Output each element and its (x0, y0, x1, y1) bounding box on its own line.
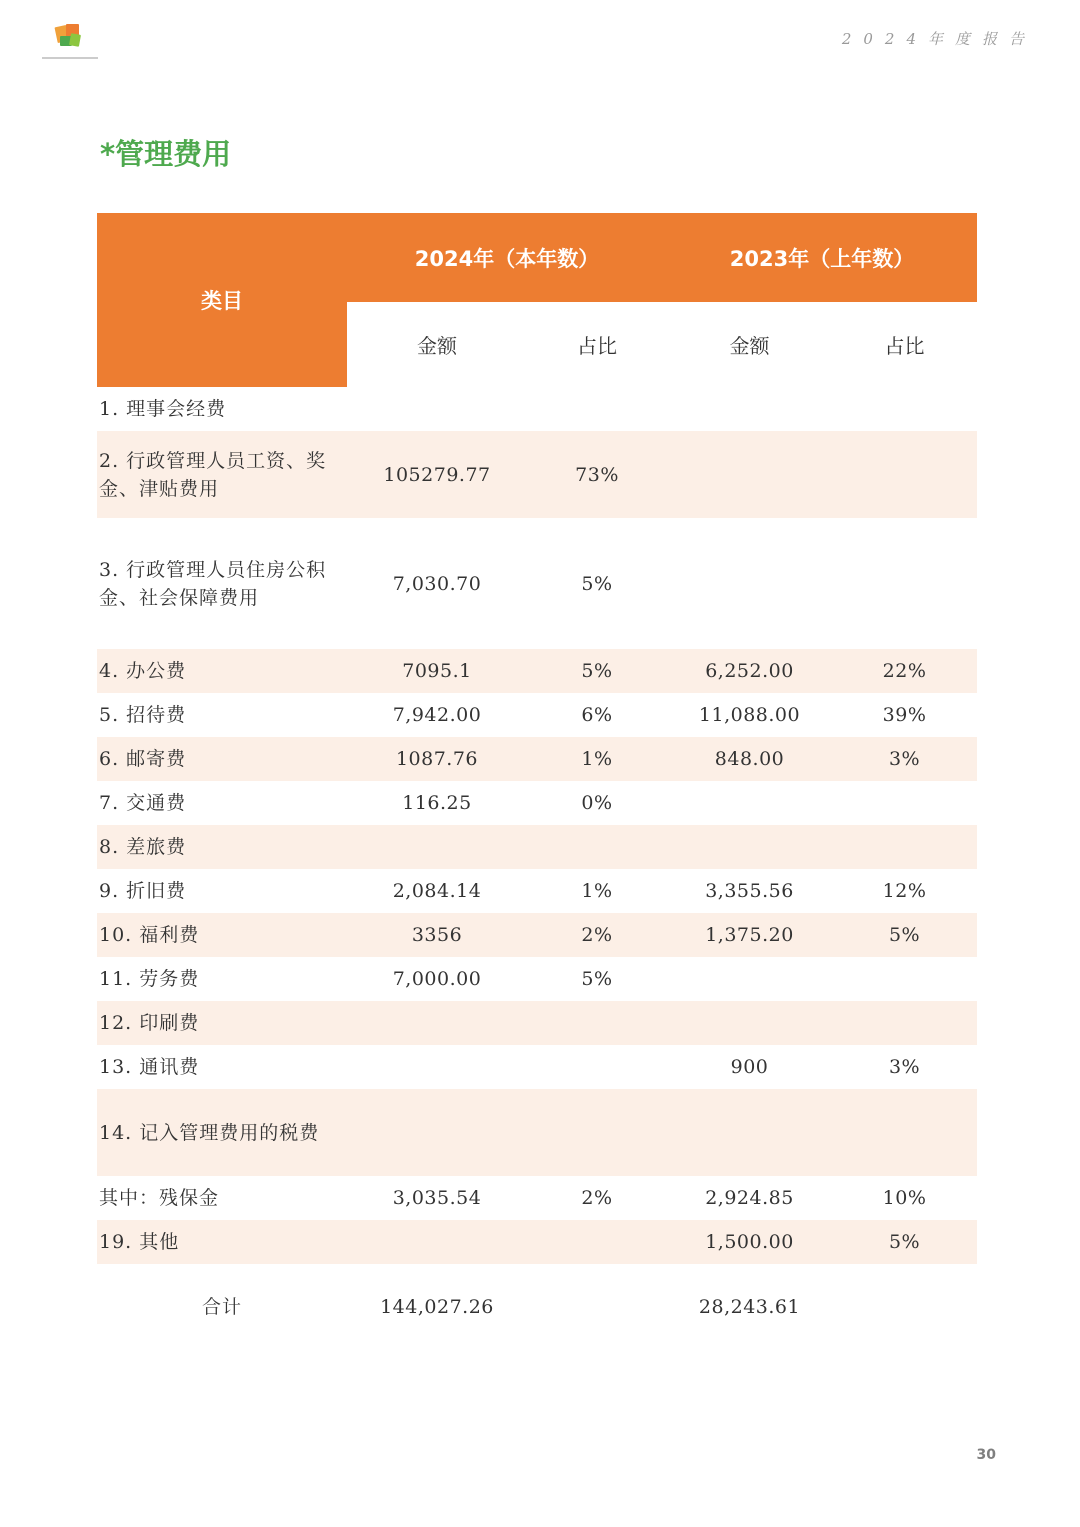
amount-2023: 11,088.00 (698, 704, 801, 726)
total-amount-2024: 144,027.26 (380, 1296, 494, 1318)
ratio-2024 (527, 387, 667, 431)
table-row (97, 1001, 977, 1045)
amount-2023: 1,500.00 (667, 1220, 832, 1264)
table-row (97, 825, 977, 869)
amount-2023 (667, 518, 832, 649)
ratio-2023: 3% (888, 1056, 921, 1078)
amount-2023 (667, 387, 832, 431)
ratio-2024: 73% (527, 431, 667, 518)
amount-2023: 3,355.56 (705, 880, 794, 902)
ratio-2023 (832, 431, 977, 518)
ratio-2023 (832, 825, 977, 869)
table-row (97, 1045, 977, 1089)
row-label: 7. 交通费 (99, 792, 187, 814)
ratio-2024: 6% (581, 704, 613, 726)
amount-2024: 3,035.54 (392, 1187, 482, 1209)
ratio-2024 (527, 1220, 667, 1264)
ratio-2024: 2% (527, 913, 667, 957)
table-row (97, 1089, 977, 1176)
table-row (97, 387, 977, 431)
amount-2023 (667, 957, 832, 1001)
amount-2024 (347, 1089, 527, 1176)
table-row (97, 957, 977, 1001)
table-row (97, 913, 977, 957)
amount-2024: 1087.76 (347, 737, 527, 781)
logo-underline (42, 57, 98, 59)
row-label: 12. 印刷费 (97, 1001, 347, 1045)
amount-2024 (347, 1001, 527, 1045)
amount-2024: 116.25 (402, 792, 472, 814)
amount-2023: 1,375.20 (667, 913, 832, 957)
amount-2024: 7095.1 (347, 649, 527, 693)
ratio-2023: 39% (882, 704, 927, 726)
table-row (97, 649, 977, 693)
amount-2023 (667, 781, 832, 825)
table-row (97, 693, 977, 737)
ratio-2023 (832, 1001, 977, 1045)
amount-2023: 900 (730, 1056, 769, 1078)
amount-2024: 7,000.00 (392, 968, 482, 990)
amount-2023 (667, 431, 832, 518)
row-label: 19. 其他 (97, 1220, 347, 1264)
row-label: 5. 招待费 (99, 704, 187, 726)
row-label: 其中：残保金 (99, 1187, 220, 1209)
ratio-2023 (832, 387, 977, 431)
table-row (97, 518, 977, 649)
ratio-2024 (527, 1001, 667, 1045)
row-label: 2. 行政管理人员工资、奖金、津贴费用 (97, 431, 347, 518)
ratio-2023 (832, 957, 977, 1001)
ratio-2024: 2% (581, 1187, 613, 1209)
ratio-2023: 5% (832, 1220, 977, 1264)
amount-2024: 105279.77 (347, 431, 527, 518)
year-header-2023: 2023年（上年数） (667, 213, 977, 302)
ratio-2023: 22% (832, 649, 977, 693)
ratio-header-2023: 占比 (832, 302, 977, 387)
amount-2024: 2,084.14 (392, 880, 482, 902)
row-label: 13. 通讯费 (99, 1056, 200, 1078)
admin-expense-table (97, 213, 977, 1350)
row-label: 3. 行政管理人员住房公积金、社会保障费用 (99, 558, 327, 609)
ratio-2024 (527, 1089, 667, 1176)
amount-2023: 2,924.85 (705, 1187, 794, 1209)
table-row (97, 737, 977, 781)
amount-2024 (347, 1220, 527, 1264)
ratio-2024: 0% (581, 792, 613, 814)
ratio-2023: 5% (832, 913, 977, 957)
row-label: 8. 差旅费 (97, 825, 347, 869)
row-label: 4. 办公费 (97, 649, 347, 693)
ratio-header-2024: 占比 (527, 302, 667, 387)
amount-2024 (347, 1045, 527, 1089)
row-label: 6. 邮寄费 (97, 737, 347, 781)
amount-2023 (667, 825, 832, 869)
amount-2024 (347, 825, 527, 869)
table-row (97, 1220, 977, 1264)
ratio-2023: 12% (882, 880, 927, 902)
ratio-2024: 5% (581, 572, 613, 595)
table-row (97, 869, 977, 913)
amount-2023 (667, 1001, 832, 1045)
ratio-2023: 3% (832, 737, 977, 781)
table-row (97, 781, 977, 825)
total-ratio-2024 (527, 1264, 667, 1350)
amount-2024 (347, 387, 527, 431)
total-label: 合计 (201, 1296, 242, 1318)
row-label: 14. 记入管理费用的税费 (97, 1089, 347, 1176)
total-ratio-2023 (832, 1264, 977, 1350)
row-label: 1. 理事会经费 (99, 398, 227, 420)
row-label: 10. 福利费 (97, 913, 347, 957)
ratio-2024 (527, 1045, 667, 1089)
amount-2023: 848.00 (667, 737, 832, 781)
ratio-2024: 5% (527, 649, 667, 693)
amount-2023: 6,252.00 (667, 649, 832, 693)
total-row (97, 1264, 977, 1350)
ratio-2024 (527, 825, 667, 869)
total-amount-2023: 28,243.61 (698, 1296, 801, 1318)
ratio-2023: 10% (882, 1187, 927, 1209)
amount-header-2024: 金额 (347, 302, 527, 387)
amount-2024: 7,030.70 (392, 572, 482, 595)
ratio-2023 (832, 1089, 977, 1176)
ratio-2024: 5% (581, 968, 613, 990)
ratio-2023 (832, 781, 977, 825)
year-header-2024: 2024年（本年数） (347, 213, 667, 302)
amount-2024: 3356 (347, 913, 527, 957)
category-header: 类目 (97, 213, 347, 387)
ratio-2024: 1% (581, 880, 613, 902)
page-number: 30 (976, 1447, 996, 1463)
ratio-2023 (832, 518, 977, 649)
ratio-2024: 1% (527, 737, 667, 781)
section-title: *管理费用 (100, 137, 232, 171)
report-year-header: 2024年度报告 (841, 30, 1036, 48)
table-row (97, 1176, 977, 1220)
table-row (97, 431, 977, 518)
amount-header-2023: 金额 (667, 302, 832, 387)
amount-2024: 7,942.00 (392, 704, 482, 726)
row-label: 11. 劳务费 (99, 968, 200, 990)
row-label: 9. 折旧费 (99, 880, 187, 902)
amount-2023 (667, 1089, 832, 1176)
